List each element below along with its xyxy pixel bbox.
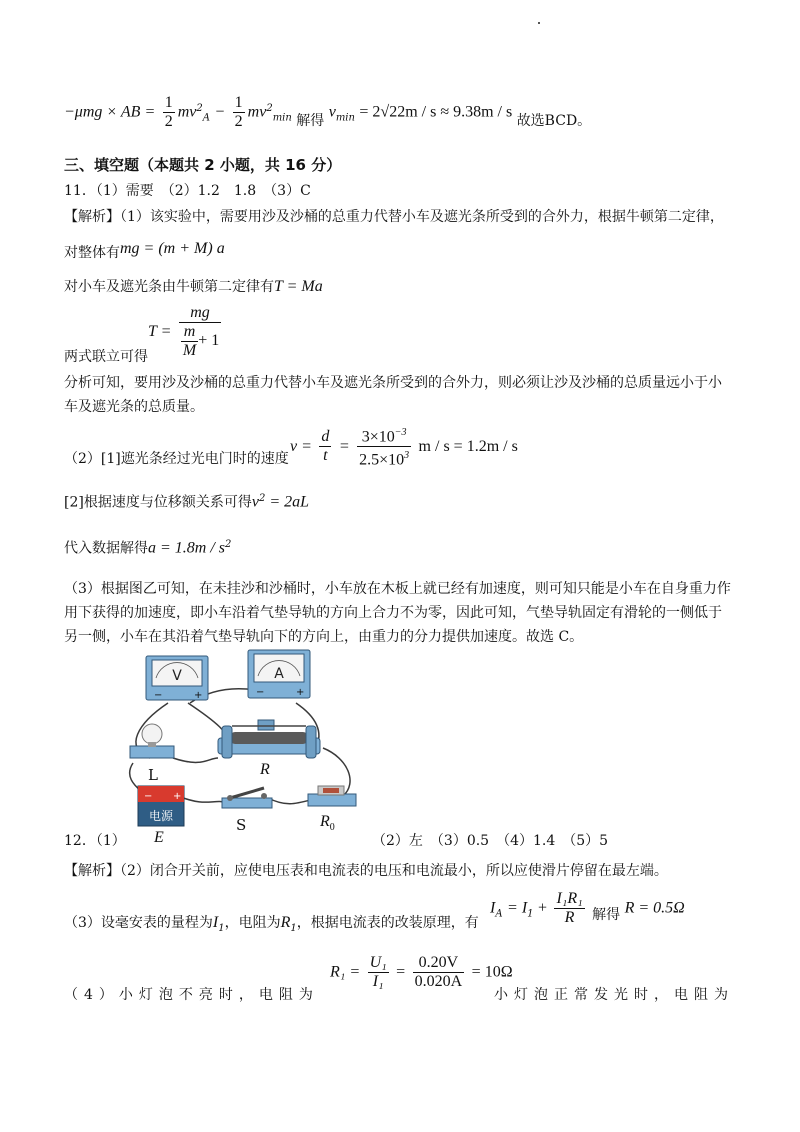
- q12-p4-right: 小灯泡正常发光时，电阻为: [494, 987, 734, 1003]
- plus-sign: +: [194, 690, 203, 701]
- q11-conclude-1: 分析可知，要用沙及沙桶的总重力代替小车及遮光条所受到的合外力，则必须让沙及沙桶的总质量远小于小: [64, 375, 722, 391]
- wire: [173, 758, 218, 762]
- q11-p3-3: 另一侧，小车在其沿着气垫导轨向下的方向上，由重力的分力提供加速度。故选 C。: [64, 629, 584, 645]
- q12-p4-left: （4）小灯泡不亮时，电阻为: [64, 987, 319, 1003]
- minus-sign: −: [144, 791, 153, 802]
- lamp-label: L: [148, 766, 158, 784]
- switch: [222, 788, 272, 834]
- voltmeter: [146, 656, 208, 701]
- q11-combine: 两式联立可得: [64, 349, 148, 365]
- q10-formula: −μmg × AB = $\frac{1}{2}$ $mv^2_A$ − $\frac{1}{2}$ $mv^2_{min}$ 解得 $v_{min} = 2√22m / s \approx 9.38m / s$ 故选BCD。: [64, 94, 592, 130]
- plus-sign: +: [296, 687, 305, 698]
- q11-analysis-1: 【解析】（1）该实验中，需要用沙及沙桶的总重力代替小车及遮光条所受到的合外力，根据牛顿第二定律，: [64, 209, 724, 225]
- source-label: E: [154, 829, 164, 846]
- q11-conclude-2: 车及遮光条的总质量。: [64, 399, 204, 415]
- fraction-half-1: $\frac{1}{2}$: [164, 94, 173, 130]
- q12-answer-num: 12．（1）: [64, 833, 126, 849]
- q12-R1-formula: R₁ = $\frac{\text{U₁}}{\text{I₁}}$ = $\frac{0.20V}{0.020A}$ = 10Ω: [330, 954, 513, 990]
- minus-sign: −: [154, 690, 163, 701]
- q11-whole: 对整体有mg = (m + M) a: [64, 240, 225, 261]
- source-text: 电源: [148, 809, 174, 823]
- q12-analysis-2: 【解析】（2）闭合开关前，应使电压表和电流表的电压和电流最小，所以应使滑片停留在最左端。: [64, 863, 668, 879]
- q11-car: 对小车及遮光条由牛顿第二定律有T = Ma: [64, 278, 323, 295]
- q11-p3-2: 用下获得的加速度，即小车沿着气垫导轨的方向上合力不为零，因此可知，气垫导轨固定有滑轮的一侧低于: [64, 605, 722, 621]
- circuit-diagram: [118, 648, 368, 848]
- rheostat: [218, 720, 320, 778]
- fraction-half-2: $\frac{1}{2}$: [234, 94, 243, 130]
- power-source: [138, 786, 184, 846]
- q11-substitute: 代入数据解得$a = 1.8m / s^2$: [64, 539, 232, 557]
- q12-p3: （3）设毫安表的量程为$I_1$，电阻为$R_1$，根据电流表的改装原理，有: [64, 914, 479, 934]
- q11-speed-formula: v = $\frac{d}{t}$ = $\frac{3\times 10^{-3}}{2.5\times 10^3}$ m / s = 1.2m / s: [290, 424, 518, 470]
- rheostat-label: R: [260, 761, 270, 778]
- ammeter: [248, 650, 310, 698]
- q11-p2-accel: [2]根据速度与位移额关系可得$v^2 = 2aL$: [64, 493, 310, 511]
- resistor-label: $R_0$: [320, 813, 335, 833]
- q12-ammeter-formula: $I_A = I_1$ + $\frac{\text{I₁R₁}}{R}$ 解得 R = 0.5Ω: [490, 890, 685, 926]
- wire: [178, 796, 228, 803]
- q11-p2-speed: （2）[1]遮光条经过光电门时的速度: [64, 451, 289, 467]
- lamp: [130, 724, 174, 784]
- q11-answer: 11．（1）需要 （2）1.2 1.8 （3）C: [64, 183, 311, 199]
- switch-label: S: [236, 816, 247, 834]
- page-mark: [538, 22, 540, 24]
- q12-answer-rest: （2）左 （3）0.5 （4）1.4 （5）5: [372, 833, 609, 849]
- plus-sign: +: [173, 791, 182, 802]
- voltmeter-label: V: [172, 668, 182, 684]
- minus-sign: −: [256, 687, 265, 698]
- fixed-resistor: [308, 786, 356, 833]
- section-title: 三、填空题（本题共 2 小题，共 16 分）: [64, 156, 342, 174]
- q11-p3-1: （3）根据图乙可知，在未挂沙和沙桶时，小车放在木板上就已经有加速度，则可知只能是小车在自身重力作: [64, 581, 731, 597]
- ammeter-label: A: [274, 666, 284, 682]
- q11-tension-formula: T = mg $\frac{m}{M}$ + 1: [148, 304, 220, 359]
